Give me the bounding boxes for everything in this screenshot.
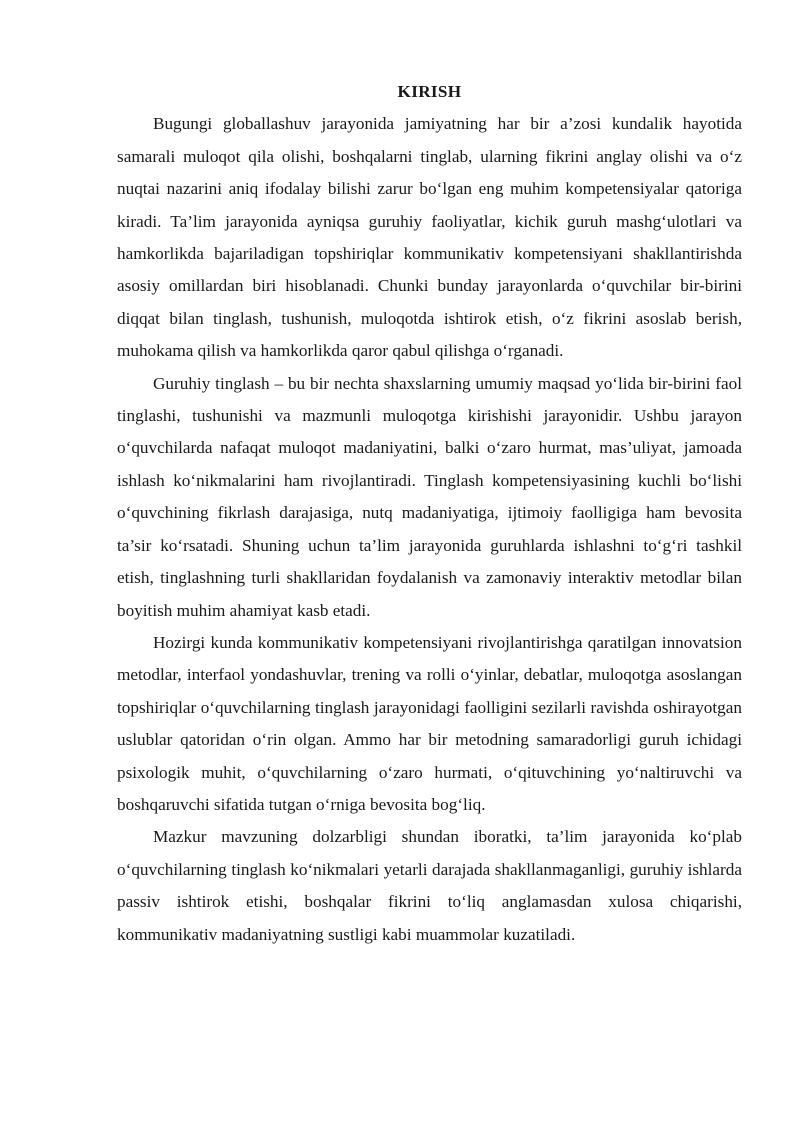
- paragraph-3: Hozirgi kunda kommunikativ kompetensiyani rivojlantirishga qaratilgan innovatsion metodlar, interfaol yondashuvlar, trening va rolli o‘yinlar, debatlar, muloqotga asoslangan topshiriqlar o‘quvchilarning tinglash jarayonidagi faolligini sezilarli ravishda oshirayotgan uslublar qatoridan o‘rin olgan. Ammo har bir metodning samaradorligi guruh ichidagi psixologik muhit, o‘quvchilarning o‘zaro hurmati, o‘qituvchining yo‘naltiruvchi va boshqaruvchi sifatida tutgan o‘rniga bevosita bog‘liq.: [117, 632, 742, 814]
- paragraph-1: Bugungi globallashuv jarayonida jamiyatning har bir a’zosi kundalik hayotida samarali muloqot qila olishi, boshqalarni tinglab, ularning fikrini anglay olishi va o‘z nuqtai nazarini aniq ifodalay bilishi zarur bo‘lgan eng muhim kompetensiyalar qatoriga kiradi. Ta’lim jarayonida ayniqsa guruhiy faoliyatlar, kichik guruh mashg‘ulotlari va hamkorlikda bajariladigan topshiriqlar kommunikativ kompetensiyani shakllantirishda asosiy omillardan biri hisoblanadi. Chunki bunday jarayonlarda o‘quvchilar bir-birini diqqat bilan tinglash, tushunish, muloqotda ishtirok etish, o‘z fikrini asoslab berish, muhokama qilish va hamkorlikda qaror qabul qilishga o‘rganadi.: [117, 114, 742, 361]
- paragraph-4: Mazkur mavzuning dolzarbligi shundan iboratki, ta’lim jarayonida ko‘plab o‘quvchilarning tinglash ko‘nikmalari yetarli darajada shakllanmaganligi, guruhiy ishlarda passiv ishtirok etishi, boshqalar fikrini to‘liq anglamasdan xulosa chiqarishi, kommunikativ madaniyatning sustligi kabi muammolar kuzatiladi.: [117, 827, 742, 944]
- document-body: [117, 76, 742, 951]
- page-title: KIRISH: [397, 82, 462, 101]
- paragraph-2: Guruhiy tinglash – bu bir nechta shaxslarning umumiy maqsad yo‘lida bir-birini faol tinglashi, tushunishi va mazmunli muloqotga kirishishi jarayonidir. Ushbu jarayon o‘quvchilarda nafaqat muloqot madaniyatini, balki o‘zaro hurmat, mas’uliyat, jamoada ishlash ko‘nikmalarini ham rivojlantiradi. Tinglash kompetensiyasining kuchli bo‘lishi o‘quvchining fikrlash darajasiga, nutq madaniyatiga, ijtimoiy faolligiga ham bevosita ta’sir ko‘rsatadi. Shuning uchun ta’lim jarayonida guruhlarda ishlashni to‘g‘ri tashkil etish, tinglashning turli shakllaridan foydalanish va zamonaviy interaktiv metodlar bilan boyitish muhim ahamiyat kasb etadi.: [117, 373, 742, 620]
